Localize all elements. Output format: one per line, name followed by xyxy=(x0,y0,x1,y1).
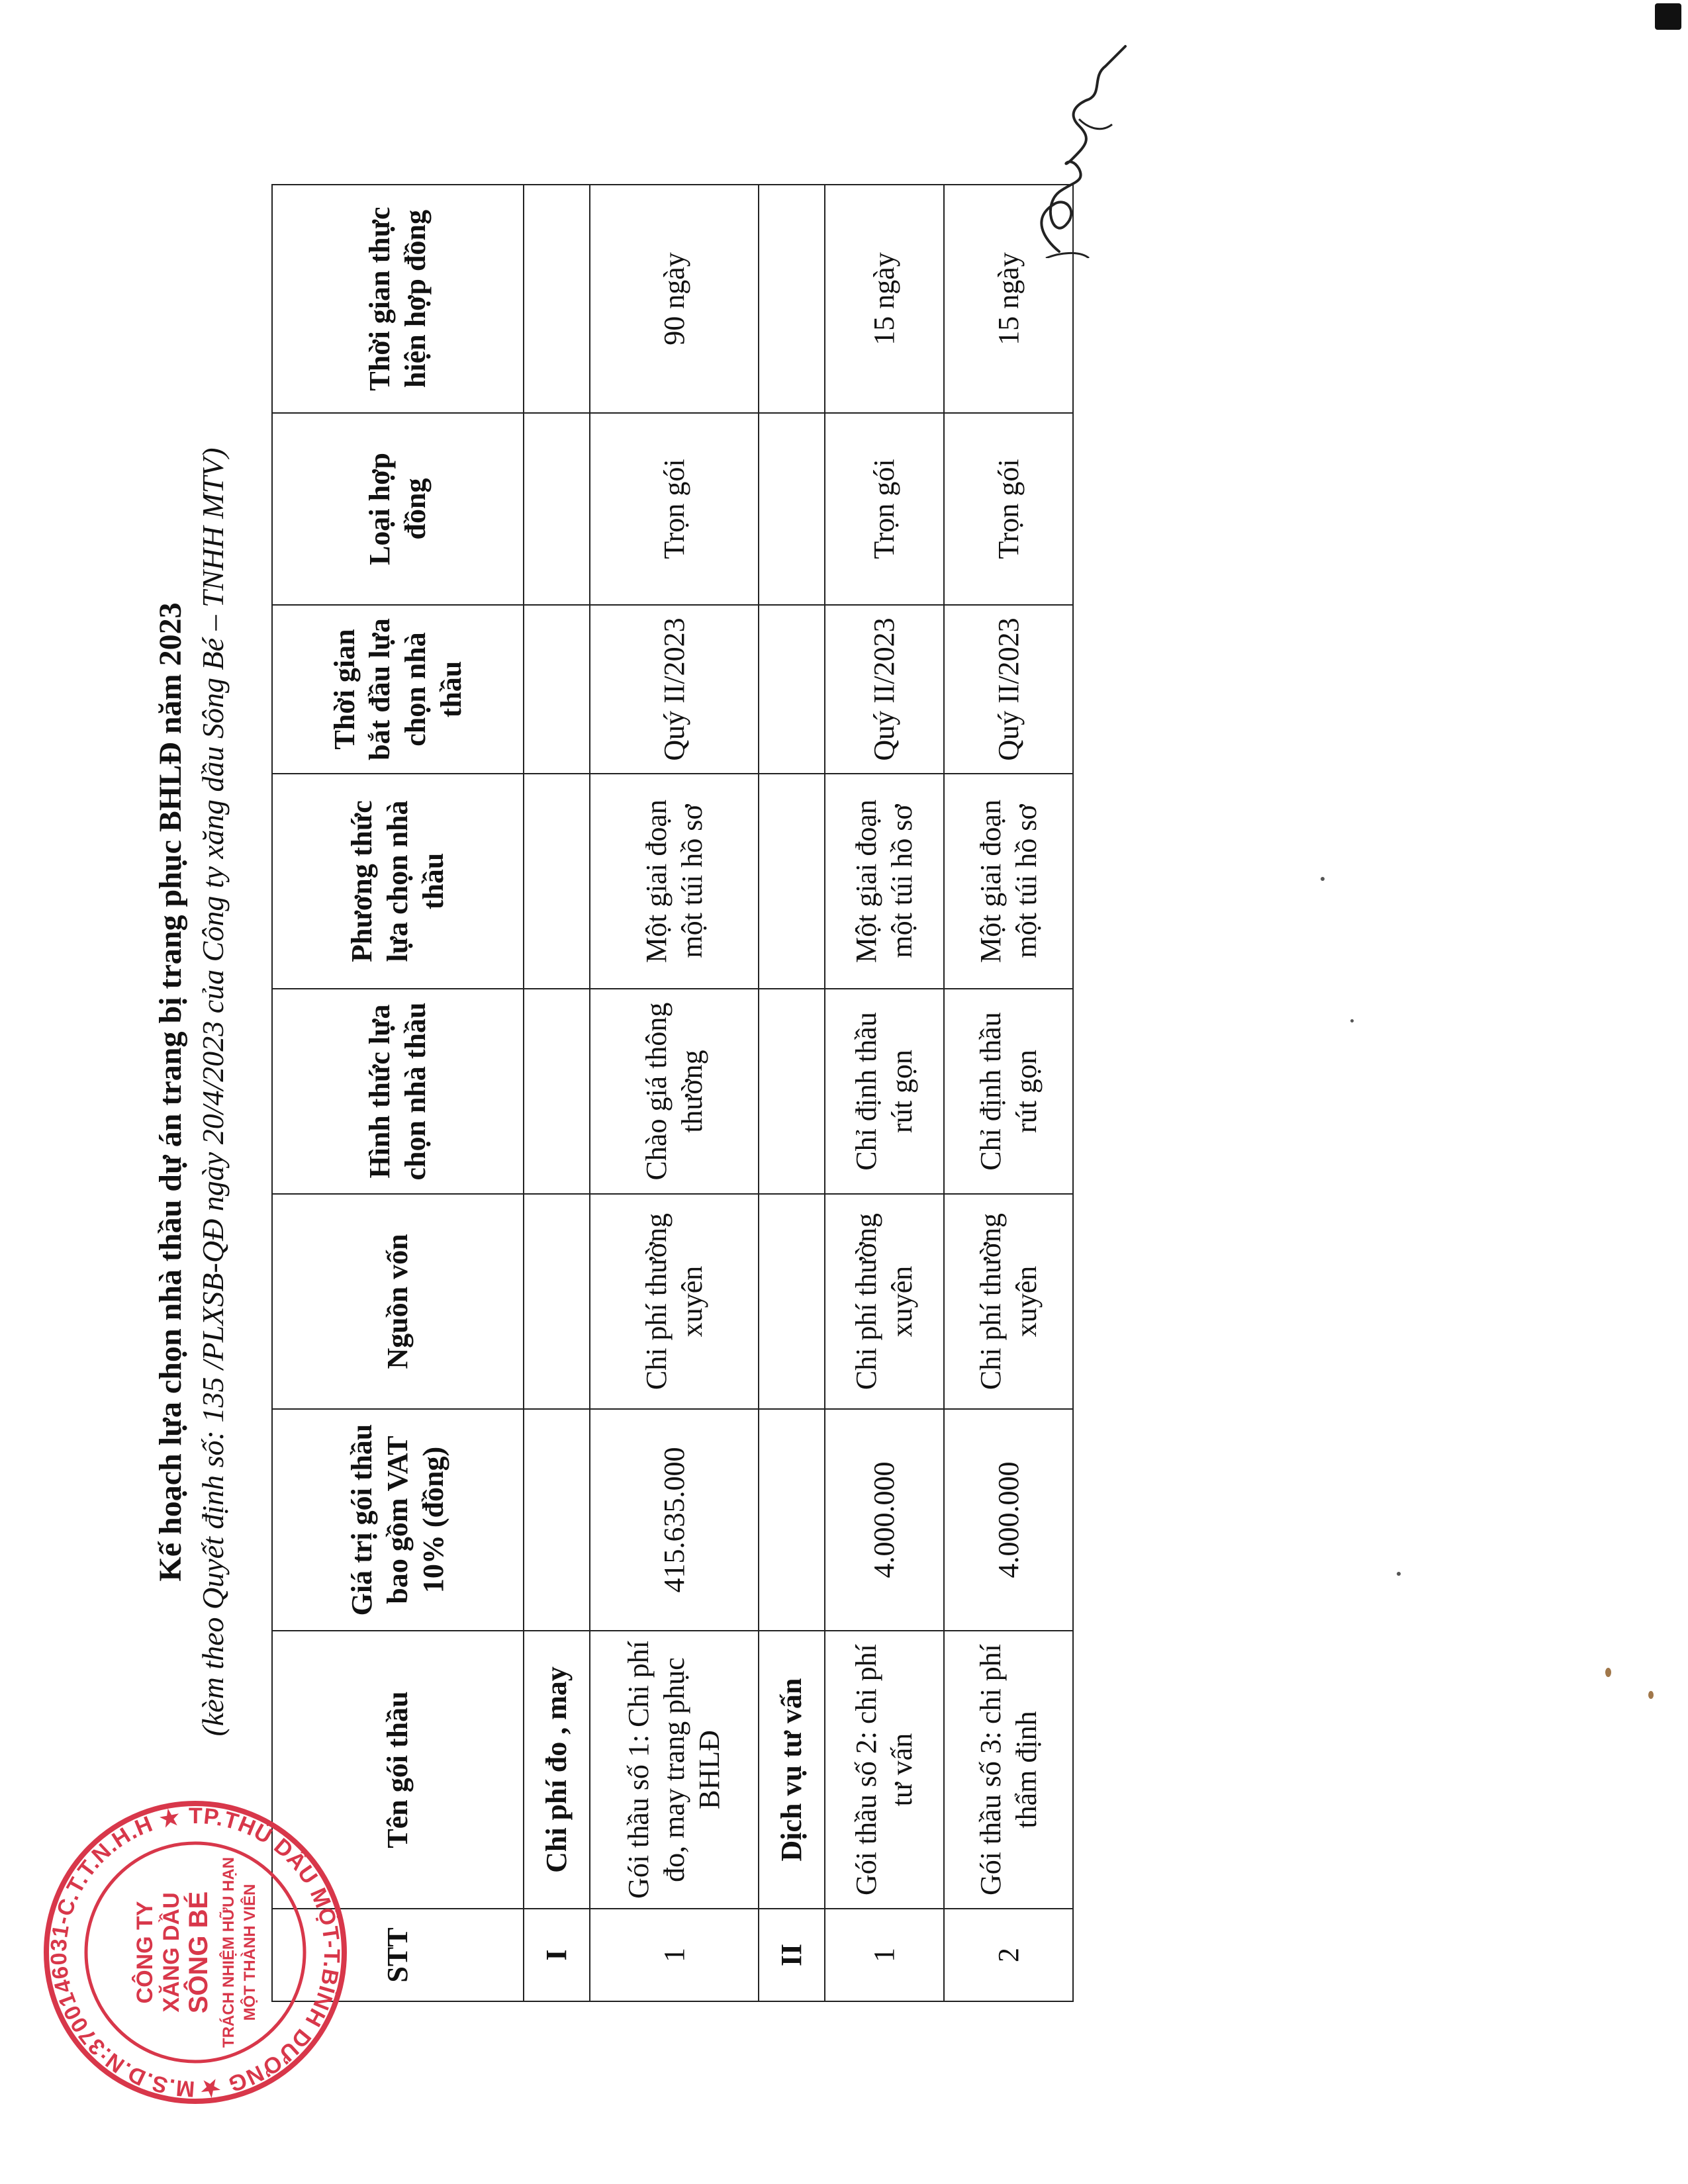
cell-package-value: 4.000.000 xyxy=(944,1409,1073,1631)
header-stt: STT xyxy=(272,1909,524,2001)
contractor-selection-plan-table xyxy=(271,184,1074,2002)
scan-corner-mark xyxy=(1655,3,1681,30)
document-title: Kế hoạch lựa chọn nhà thầu dự án trang bị trang phục BHLĐ năm 2023 xyxy=(153,602,188,1582)
cell-package-name: Gói thầu số 2: chi phí tư vấn xyxy=(825,1631,944,1909)
svg-text:MỘT THÀNH VIÊN: MỘT THÀNH VIÊN xyxy=(241,1884,259,2021)
group-row xyxy=(759,185,825,2001)
table-header-row xyxy=(272,185,524,2001)
scan-speck xyxy=(1605,1668,1611,1677)
header-selection-form: Hình thức lựa chọn nhà thầu xyxy=(272,989,524,1194)
cell-start-time: Quý II/2023 xyxy=(590,605,759,774)
cell-start-time: Quý II/2023 xyxy=(944,605,1073,774)
group-name: Dịch vụ tư vấn xyxy=(759,1631,825,1909)
cell-stt: 1 xyxy=(825,1909,944,2001)
cell-contract-type: Trọn gói xyxy=(944,413,1073,605)
header-contract-type: Loại hợp đồng xyxy=(272,413,524,605)
header-funding-source: Nguồn vốn xyxy=(272,1194,524,1409)
group-stt: I xyxy=(524,1909,590,2001)
svg-text:TRÁCH NHIỆM HỮU HẠN: TRÁCH NHIỆM HỮU HẠN xyxy=(220,1857,238,2048)
cell-stt: 2 xyxy=(944,1909,1073,2001)
cell-stt: 1 xyxy=(590,1909,759,2001)
cell-funding-source: Chi phí thường xuyên xyxy=(944,1194,1073,1409)
cell-start-time: Quý II/2023 xyxy=(825,605,944,774)
cell-contract-type: Trọn gói xyxy=(590,413,759,605)
handwritten-signature xyxy=(980,40,1132,258)
cell-selection-form: Chỉ định thầu rút gọn xyxy=(944,989,1073,1194)
header-start-time: Thời gian bắt đầu lựa chọn nhà thầu xyxy=(272,605,524,774)
scan-speck xyxy=(1350,1019,1354,1023)
scan-speck xyxy=(1321,877,1325,881)
table-row xyxy=(944,185,1073,2001)
scan-speck xyxy=(1397,1572,1401,1576)
header-contract-duration: Thời gian thực hiện hợp đồng xyxy=(272,185,524,413)
table-row xyxy=(825,185,944,2001)
cell-funding-source: Chi phí thường xuyên xyxy=(825,1194,944,1409)
cell-contract-duration: 15 ngày xyxy=(825,185,944,413)
scan-speck xyxy=(1648,1691,1654,1699)
cell-contract-type: Trọn gói xyxy=(825,413,944,605)
cell-contract-duration: 90 ngày xyxy=(590,185,759,413)
table-row xyxy=(590,185,759,2001)
header-package-name: Tên gói thầu xyxy=(272,1631,524,1909)
group-stt: II xyxy=(759,1909,825,2001)
cell-package-name: Gói thầu số 1: Chi phí đo, may trang phục BHLĐ xyxy=(590,1631,759,1909)
cell-selection-form: Chỉ định thầu rút gọn xyxy=(825,989,944,1194)
header-selection-method: Phương thức lựa chọn nhà thầu xyxy=(272,774,524,989)
cell-selection-form: Chào giá thông thường xyxy=(590,989,759,1194)
group-row xyxy=(524,185,590,2001)
cell-selection-method: Một giai đoạn một túi hồ sơ xyxy=(590,774,759,989)
company-seal-stamp xyxy=(36,1794,354,2111)
cell-selection-method: Một giai đoạn một túi hồ sơ xyxy=(825,774,944,989)
cell-package-value: 415.635.000 xyxy=(590,1409,759,1631)
cell-package-value: 4.000.000 xyxy=(825,1409,944,1631)
document-subtitle: (kèm theo Quyết định số: 135 /PLXSB-QĐ ngày 20/4/2023 của Công ty xăng dầu Sông Bé – TNHH MTV) xyxy=(196,447,230,1737)
group-name: Chi phí đo , may xyxy=(524,1631,590,1909)
svg-text:CÔNG TY: CÔNG TY xyxy=(132,1901,158,2004)
cell-selection-method: Một giai đoạn một túi hồ sơ xyxy=(944,774,1073,989)
svg-text:SÔNG BÉ: SÔNG BÉ xyxy=(184,1891,213,2014)
header-package-value: Giá trị gói thầu bao gồm VAT 10% (đồng) xyxy=(272,1409,524,1631)
cell-funding-source: Chi phí thường xuyên xyxy=(590,1194,759,1409)
cell-package-name: Gói thầu số 3: chi phí thẩm định xyxy=(944,1631,1073,1909)
svg-text:M.S.D.N:3700146031-C.T.T.N.H.H: M.S.D.N:3700146031-C.T.T.N.H.H ★ TP.THỦ DẦU MỘT-T.BÌNH DƯƠNG ★ xyxy=(46,1803,345,2102)
cell-contract-duration: 15 ngày xyxy=(944,185,1073,413)
svg-text:XĂNG DẦU: XĂNG DẦU xyxy=(159,1892,184,2013)
